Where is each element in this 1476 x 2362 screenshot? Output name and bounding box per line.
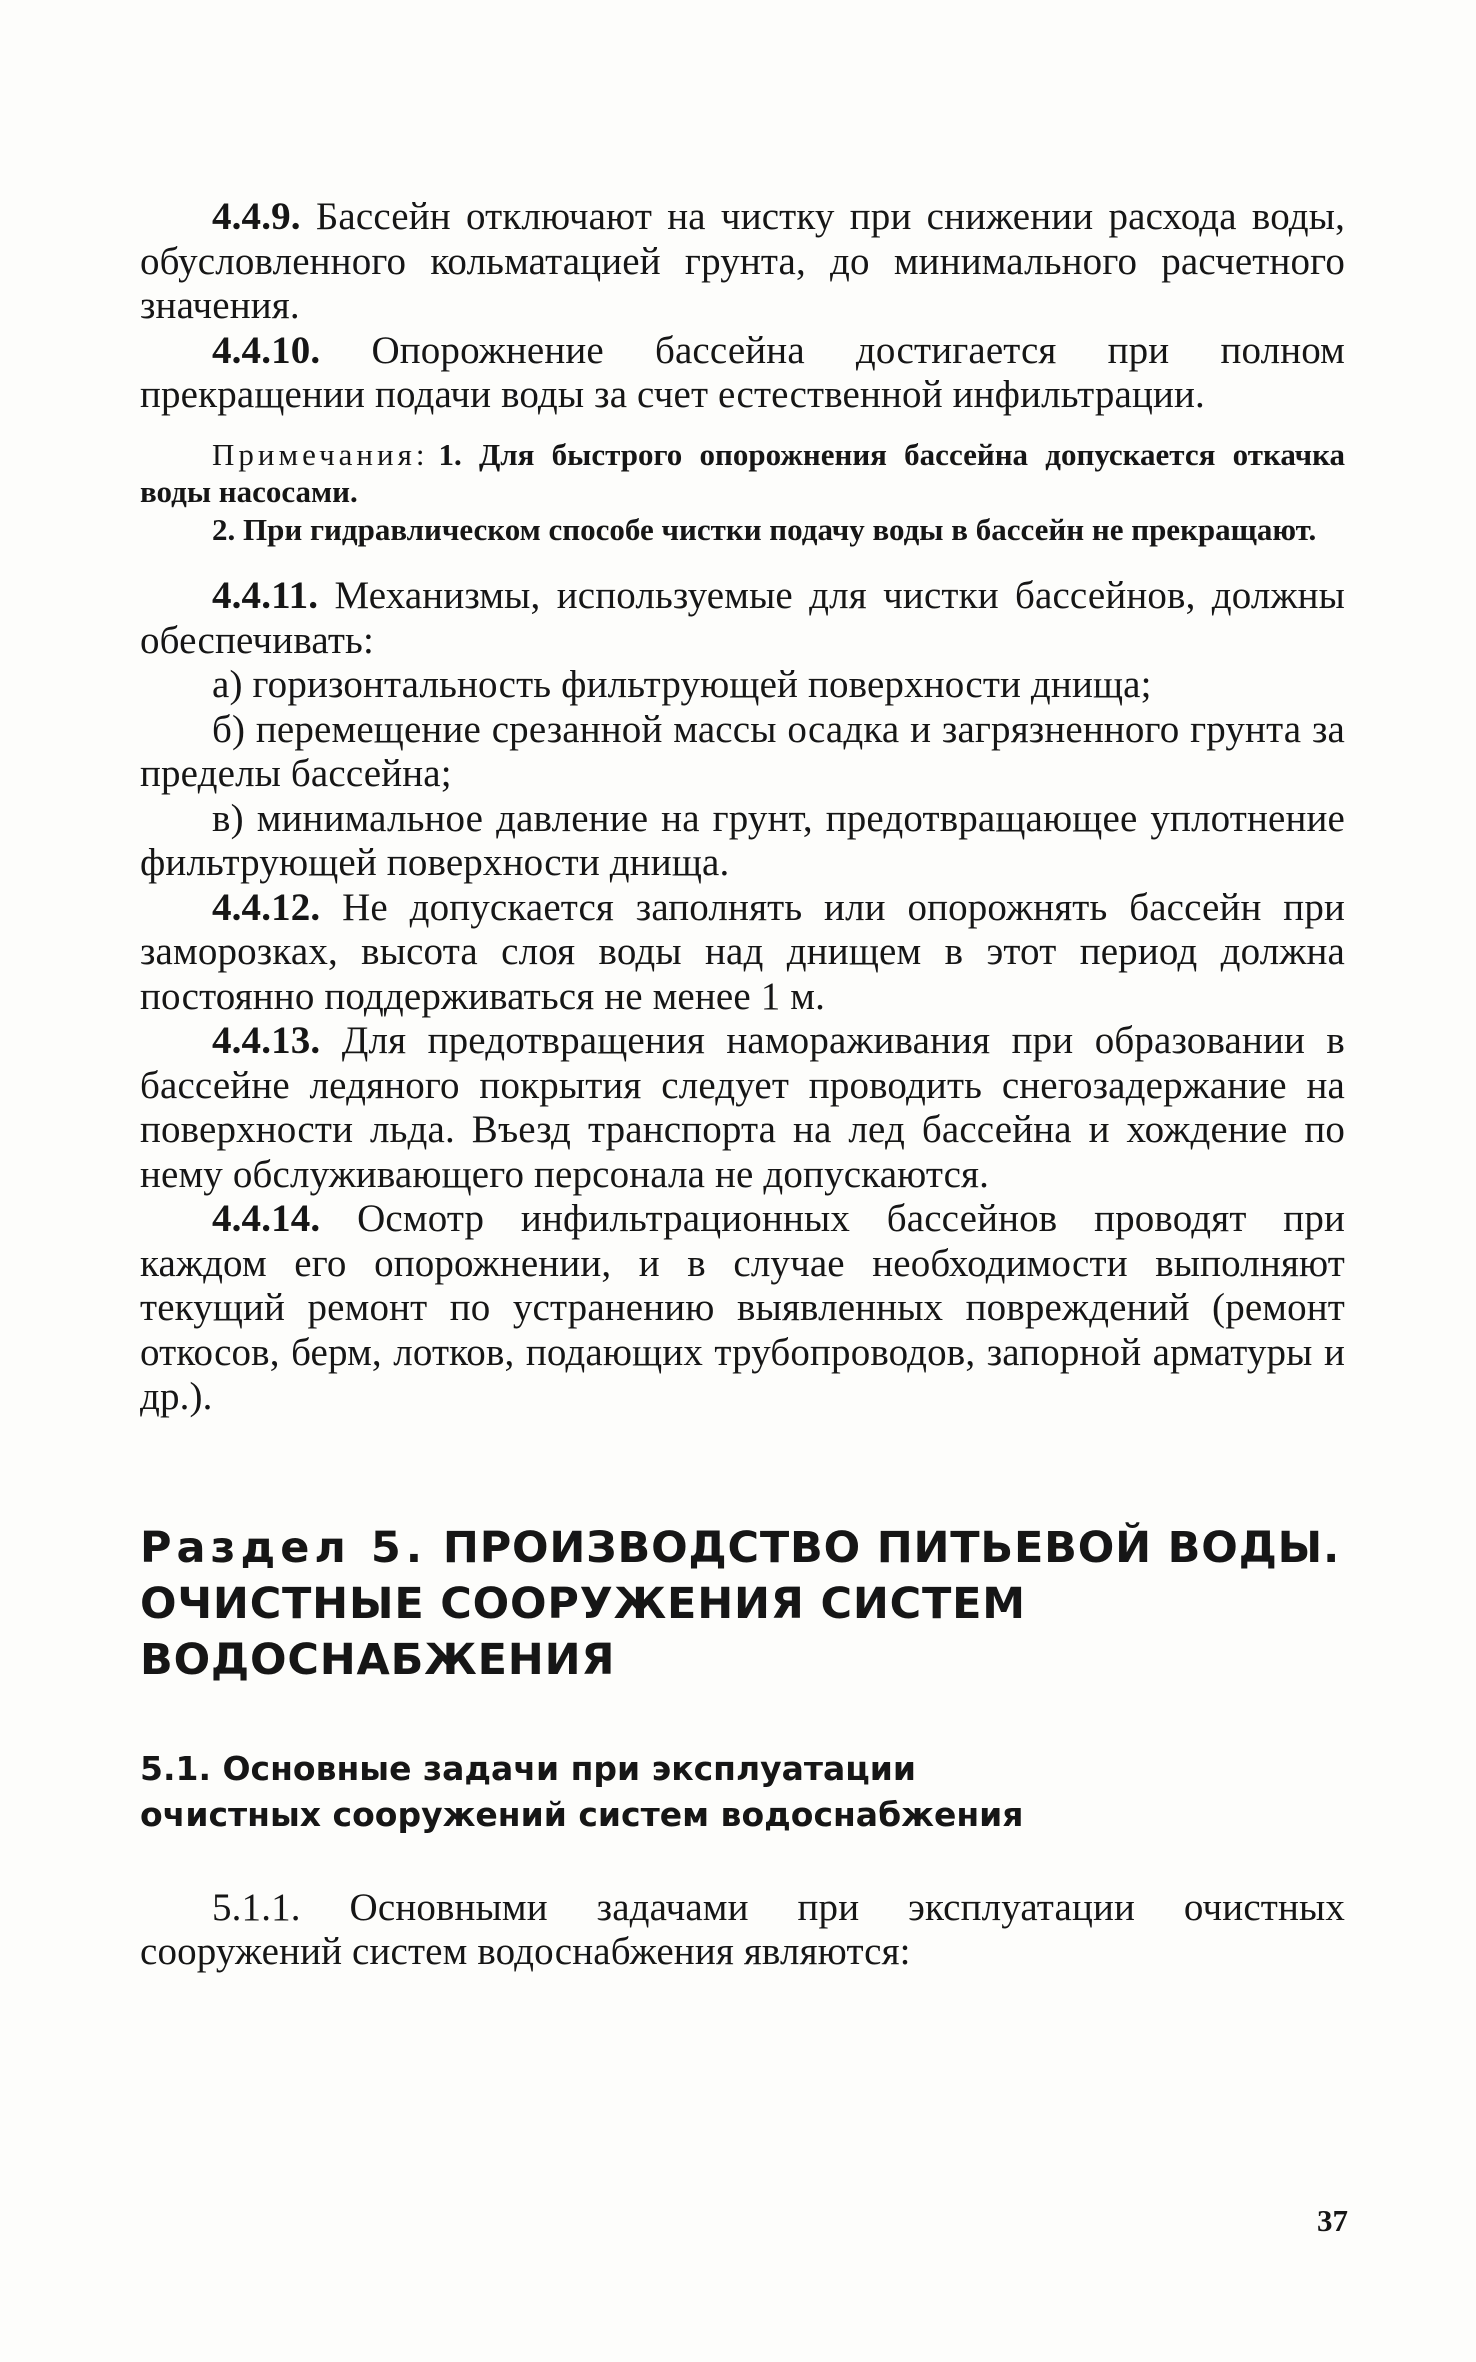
notes-block [140, 436, 1345, 549]
paragraph-5-1-1 [140, 1886, 1345, 1975]
paragraph-text: Бассейн отключают на чистку при снижении расхода воды, обусловленного кольматацией грунта, до минимального расчетного значения. [140, 195, 1345, 327]
document-page [140, 195, 1345, 1975]
paragraph-number: 4.4.11. [212, 574, 319, 617]
note-2: 2. При гидравлическом способе чистки подачу воды в бассейн не прекращают. [212, 511, 1317, 547]
paragraph-number: 4.4.9. [212, 195, 301, 238]
paragraph-number: 5.1.1. [212, 1885, 301, 1929]
section-title [140, 1520, 1345, 1688]
list-item-b: б) перемещение срезанной массы осадка и загрязненного грунта за пределы бассейна; [140, 707, 1345, 795]
paragraph-text: Опорожнение бассейна достигается при полном прекращении подачи воды за счет естественной инфильтрации. [140, 328, 1345, 416]
paragraph-text: Для предотвращения намораживания при образовании в бассейне ледяного покрытия следует проводить снегозадержание на поверхности льда. Въезд транспорта на лед бассейна и хождение по нему обслуживающего персонала не допускаются. [140, 1019, 1345, 1196]
section-prefix: Раздел 5. [140, 1522, 428, 1573]
section-title-text: ПРОИЗВОДСТВО ПИТЬЕВОЙ ВОДЫ. ОЧИСТНЫЕ СООРУЖЕНИЯ СИСТЕМ ВОДОСНАБЖЕНИЯ [140, 1522, 1341, 1685]
paragraph-number: 4.4.10. [212, 328, 321, 372]
list-item-a: а) горизонтальность фильтрующей поверхности днища; [212, 663, 1152, 706]
paragraph-4-4-14 [140, 1197, 1345, 1420]
paragraph-4-4-12 [140, 886, 1345, 1020]
subsection-title [140, 1746, 1345, 1838]
paragraph-text: Механизмы, используемые для чистки бассейнов, должны обеспечивать: [140, 574, 1345, 662]
subsection-line-1: 5.1. Основные задачи при эксплуатации [140, 1748, 916, 1788]
paragraph-text: Основными задачами при эксплуатации очистных сооружений систем водоснабжения являются: [140, 1885, 1345, 1973]
paragraph-number: 4.4.12. [212, 885, 321, 929]
paragraph-4-4-11 [140, 574, 1345, 663]
list-item-v: в) минимальное давление на грунт, предотвращающее уплотнение фильтрующей поверхности днища. [140, 796, 1345, 884]
paragraph-4-4-13 [140, 1019, 1345, 1197]
paragraph-text: Осмотр инфильтрационных бассейнов проводят при каждом его опорожнении, и в случае необходимости выполняют текущий ремонт по устранению выявленных повреждений (ремонт откосов, берм, лотков, подающих трубопроводов, запорной арматуры и др.). [140, 1197, 1345, 1418]
paragraph-number: 4.4.13. [212, 1019, 321, 1062]
paragraph-4-4-10 [140, 329, 1345, 418]
subsection-line-2: очистных сооружений систем водоснабжения [140, 1794, 1024, 1834]
note-1-text: 1. Для быстрого опорожнения бассейна допускается откачка воды насосами. [140, 436, 1345, 509]
paragraph-4-4-9 [140, 195, 1345, 329]
paragraph-number: 4.4.14. [212, 1197, 321, 1240]
page-number: 37 [1317, 2203, 1348, 2238]
paragraph-text: Не допускается заполнять или опорожнять бассейн при заморозках, высота слоя воды над днищем в этот период должна постоянно поддерживаться не менее 1 м. [140, 885, 1345, 1018]
notes-label: Примечания: [212, 436, 429, 472]
note-1 [140, 436, 1345, 511]
